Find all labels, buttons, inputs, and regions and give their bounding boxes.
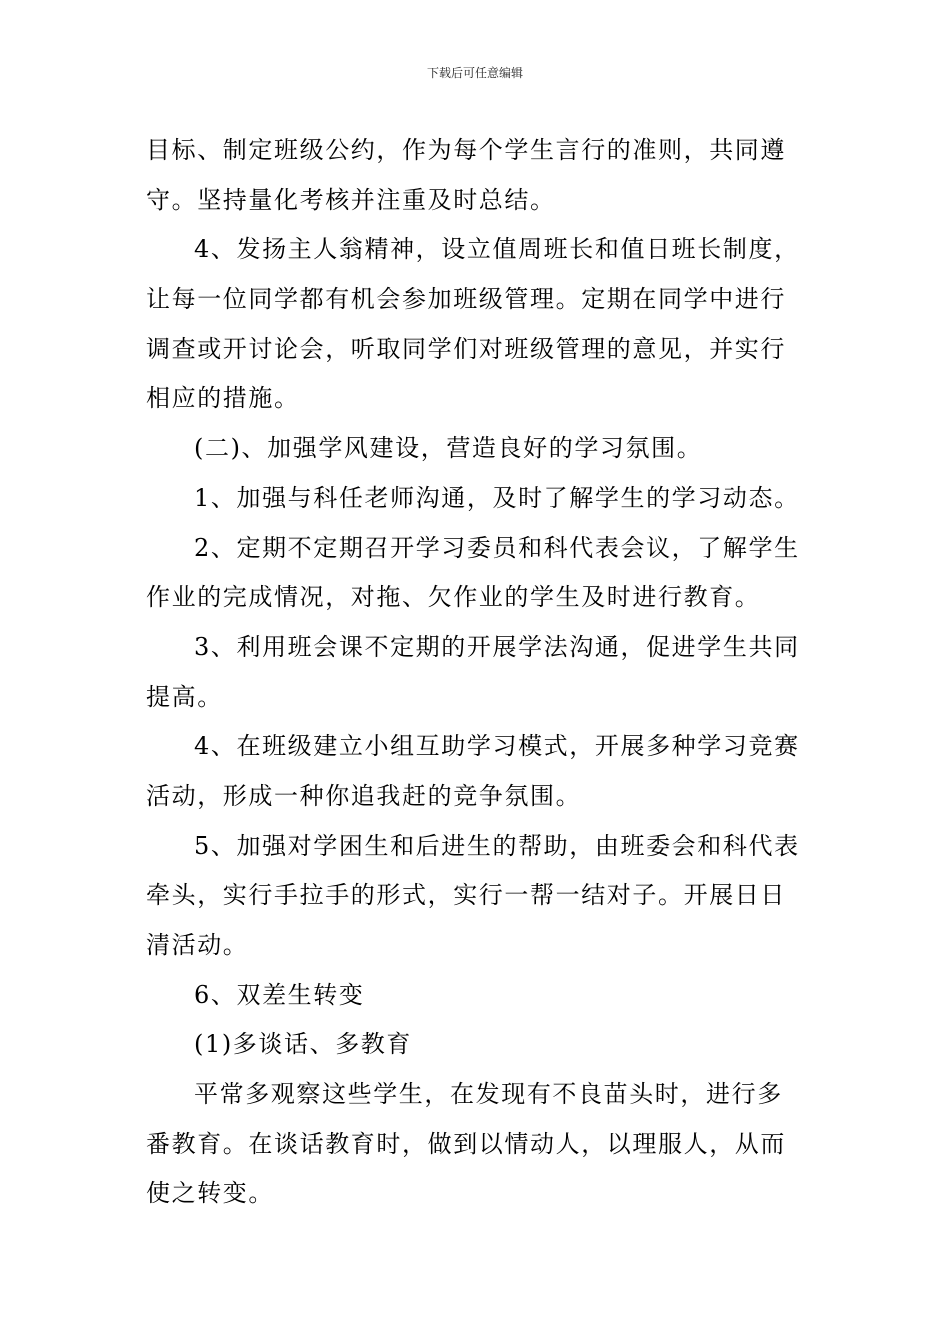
body-line: 让每一位同学都有机会参加班级管理。定期在同学中进行 <box>146 285 786 313</box>
body-line: 3、利用班会课不定期的开展学法沟通，促进学生共同 <box>194 633 800 661</box>
body-line: 提高。 <box>146 683 223 711</box>
body-line: 守。坚持量化考核并注重及时总结。 <box>146 186 556 214</box>
body-line: 6、双差生转变 <box>194 981 365 1009</box>
body-line: 番教育。在谈话教育时，做到以情动人，以理服人，从而 <box>146 1130 786 1158</box>
body-line: 目标、制定班级公约，作为每个学生言行的准则，共同遵 <box>146 136 786 164</box>
body-line: 活动，形成一种你追我赶的竞争氛围。 <box>146 782 582 810</box>
body-line: 作业的完成情况，对拖、欠作业的学生及时进行教育。 <box>146 583 761 611</box>
body-line: 2、定期不定期召开学习委员和科代表会议，了解学生 <box>194 534 800 562</box>
body-line: 1、加强与科任老师沟通，及时了解学生的学习动态。 <box>194 484 800 512</box>
body-line: 4、发扬主人翁精神，设立值周班长和值日班长制度， <box>194 235 800 263</box>
page-header: 下载后可任意编辑 <box>426 66 523 80</box>
body-line: (二)、加强学风建设，营造良好的学习氛围。 <box>194 434 703 462</box>
body-line: 4、在班级建立小组互助学习模式，开展多种学习竞赛 <box>194 732 800 760</box>
body-line: 调查或开讨论会，听取同学们对班级管理的意见，并实行 <box>146 335 786 363</box>
body-line: 平常多观察这些学生，在发现有不良苗头时，进行多 <box>194 1080 783 1108</box>
body-line: 使之转变。 <box>146 1179 274 1207</box>
body-line: 相应的措施。 <box>146 384 300 412</box>
body-line: 清活动。 <box>146 931 249 959</box>
body-line: (1)多谈话、多教育 <box>194 1030 412 1058</box>
body-line: 5、加强对学困生和后进生的帮助，由班委会和科代表 <box>194 832 800 860</box>
body-line: 牵头，实行手拉手的形式，实行一帮一结对子。开展日日 <box>146 881 786 909</box>
